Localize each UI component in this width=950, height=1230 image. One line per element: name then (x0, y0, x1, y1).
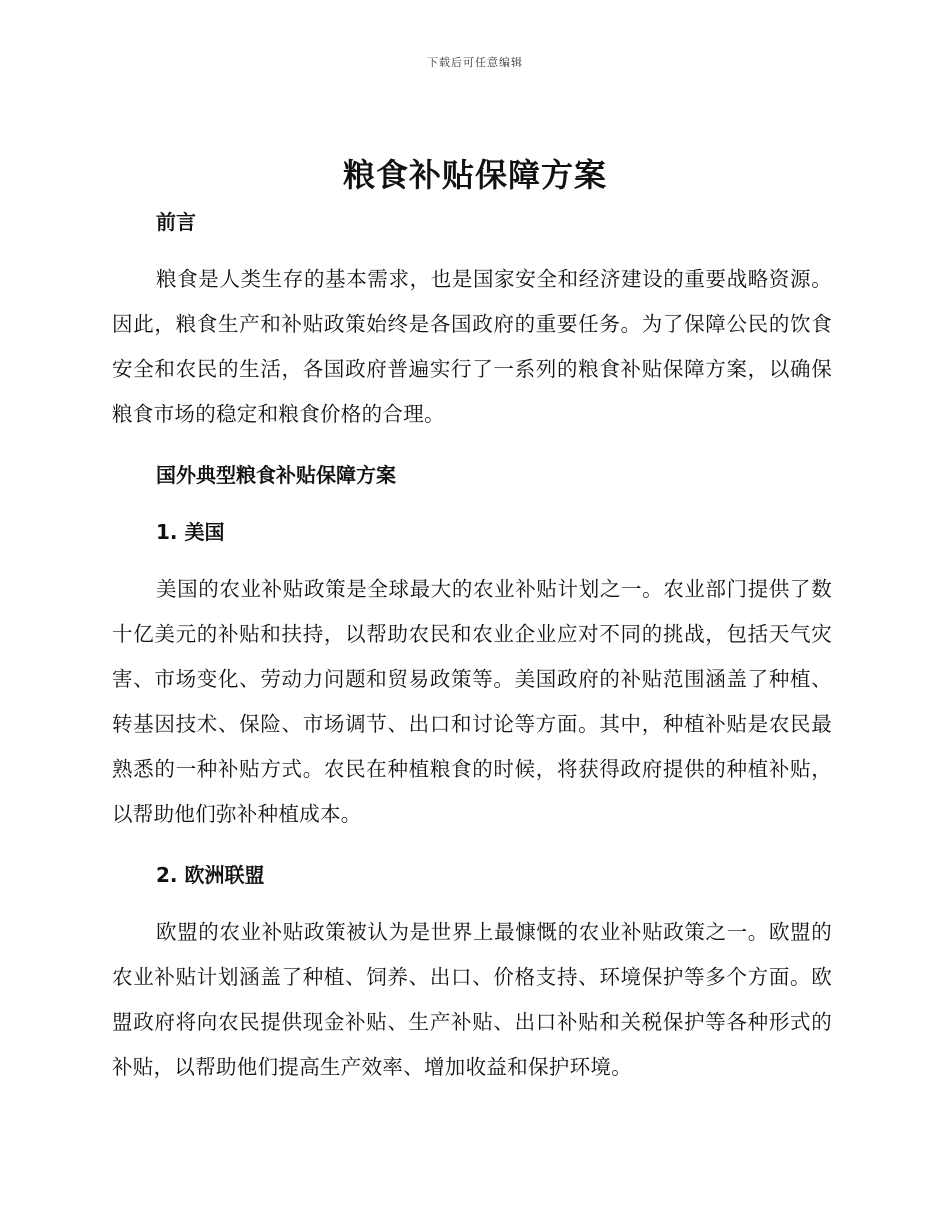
us-heading: 1. 美国 (156, 520, 225, 544)
foreign-schemes-heading: 国外典型粮食补贴保障方案 (156, 463, 396, 487)
eu-paragraph: 欧盟的农业补贴政策被认为是世界上最慷慨的农业补贴政策之一。欧盟的农业补贴计划涵盖了种植、饲养、出口、价格支持、环境保护等多个方面。欧盟政府将向农民提供现金补贴、生产补贴、出口补贴和关税保护等各种形式的补贴，以帮助他们提高生产效率、增加收益和保护环境。 (112, 920, 832, 1079)
document-body (112, 200, 832, 1090)
us-paragraph: 美国的农业补贴政策是全球最大的农业补贴计划之一。农业部门提供了数十亿美元的补贴和扶持，以帮助农民和农业企业应对不同的挑战，包括天气灾害、市场变化、劳动力问题和贸易政策等。美国政府的补贴范围涵盖了种植、转基因技术、保险、市场调节、出口和讨论等方面。其中，种植补贴是农民最熟悉的一种补贴方式。农民在种植粮食的时候，将获得政府提供的种植补贴，以帮助他们弥补种植成本。 (112, 577, 832, 826)
preface-heading: 前言 (156, 210, 196, 234)
preface-paragraph: 粮食是人类生存的基本需求，也是国家安全和经济建设的重要战略资源。因此，粮食生产和补贴政策始终是各国政府的重要任务。为了保障公民的饮食安全和农民的生活，各国政府普遍实行了一系列的粮食补贴保障方案，以确保粮食市场的稳定和粮食价格的合理。 (112, 267, 832, 426)
eu-heading: 2. 欧洲联盟 (156, 863, 265, 887)
header-note: 下载后可任意编辑 (427, 56, 523, 69)
document-title: 粮食补贴保障方案 (342, 156, 607, 194)
